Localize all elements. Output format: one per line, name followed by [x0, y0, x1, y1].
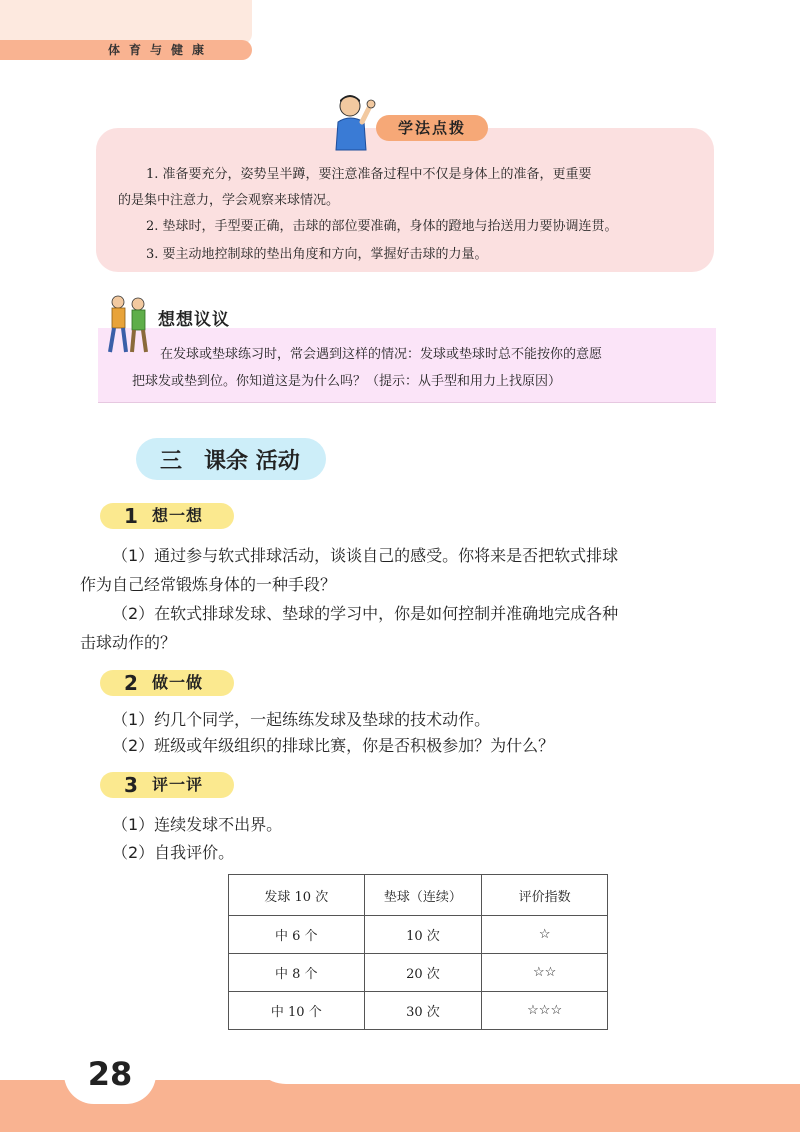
activity-3-label: 评一评 — [152, 775, 204, 794]
table-cell: 中 8 个 — [229, 954, 365, 992]
rating-stars: ☆ — [482, 916, 608, 954]
tip-line: 1. 准备要充分，姿势呈半蹲，要注意准备过程中不仅是身体上的准备，更重要 — [146, 167, 592, 182]
activity-1-line: 作为自己经常锻炼身体的一种手段？ — [80, 575, 337, 594]
think-title: 想想议议 — [158, 310, 230, 330]
section-heading — [160, 444, 300, 475]
activity-1-line: 击球动作的？ — [80, 633, 177, 652]
section-number: 三 — [160, 449, 183, 474]
table-header: 垫球（连续） — [364, 875, 482, 916]
self-evaluation-table — [228, 874, 608, 1030]
hikers-illustration — [102, 292, 154, 356]
activity-2-label: 做一做 — [152, 673, 204, 692]
tip-line: 的是集中注意力，学会观察来球情况。 — [118, 193, 340, 208]
rating-stars: ☆☆ — [482, 954, 608, 992]
activity-1-label: 想一想 — [152, 506, 204, 525]
think-line: 在发球或垫球练习时，常会遇到这样的情况：发球或垫球时总不能按你的意愿 — [160, 347, 603, 362]
table-row — [229, 992, 608, 1030]
section-title-b: 活动 — [255, 449, 300, 474]
table-cell: 10 次 — [364, 916, 482, 954]
tip-line: 3. 要主动地控制球的垫出角度和方向，掌握好击球的力量。 — [146, 247, 488, 262]
header-top-band — [0, 0, 252, 44]
activity-1-number: 1 — [124, 504, 138, 528]
think-line: 把球发或垫到位。你知道这是为什么吗？（提示：从手型和用力上找原因） — [132, 374, 562, 389]
footer-curve — [250, 1040, 800, 1084]
table-cell: 30 次 — [364, 992, 482, 1030]
table-cell: 中 10 个 — [229, 992, 365, 1030]
table-row — [229, 916, 608, 954]
table-cell: 20 次 — [364, 954, 482, 992]
activity-1-line: （1）通过参与软式排球活动，谈谈自己的感受。你将来是否把软式排球 — [112, 546, 619, 565]
section-title-a: 课余 — [204, 449, 249, 474]
page-number: 28 — [64, 1044, 156, 1104]
activity-2-line: （1）约几个同学，一起练练发球及垫球的技术动作。 — [112, 710, 491, 729]
boy-illustration — [328, 92, 376, 152]
activity-3-line: （2）自我评价。 — [112, 843, 235, 862]
table-header-row — [229, 875, 608, 916]
table-cell: 中 6 个 — [229, 916, 365, 954]
activity-2-line: （2）班级或年级组织的排球比赛，你是否积极参加？为什么？ — [112, 736, 555, 755]
activity-3-number: 3 — [124, 773, 138, 797]
table-header: 发球 10 次 — [229, 875, 365, 916]
activity-3-line: （1）连续发球不出界。 — [112, 815, 283, 834]
table-row — [229, 954, 608, 992]
running-title: 体育与健康 — [108, 43, 214, 57]
tip-line: 2. 垫球时，手型要正确，击球的部位要准确，身体的蹬地与抬送用力要协调连贯。 — [146, 219, 618, 234]
activity-1-line: （2）在软式排球发球、垫球的学习中，你是如何控制并准确地完成各种 — [112, 604, 619, 623]
tips-title: 学法点拨 — [376, 115, 488, 141]
table-header: 评价指数 — [482, 875, 608, 916]
activity-2-number: 2 — [124, 671, 138, 695]
rating-stars: ☆☆☆ — [482, 992, 608, 1030]
